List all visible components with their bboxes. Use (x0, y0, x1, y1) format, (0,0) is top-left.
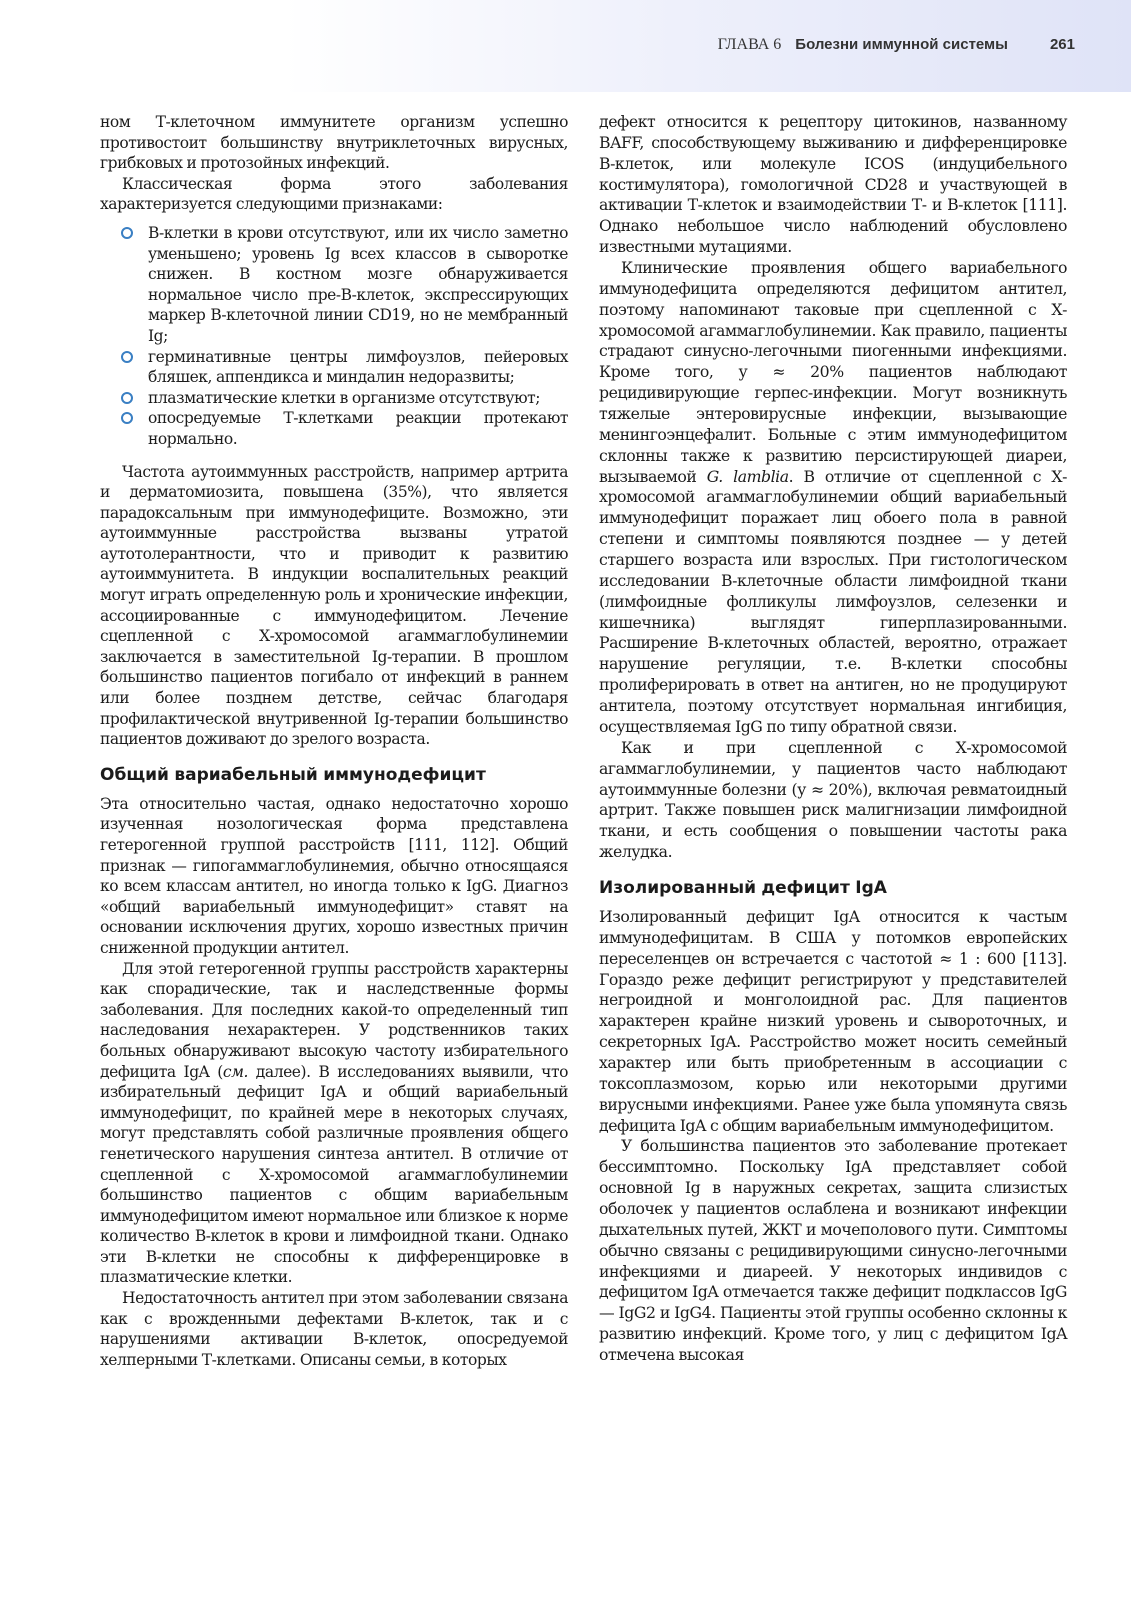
paragraph (599, 258, 1067, 738)
ring-bullet-icon (121, 351, 133, 363)
right-column (599, 112, 1067, 1366)
italic-run: см. (222, 1062, 248, 1081)
italic-run: G. lamblia (706, 466, 789, 486)
text-run: далее). В исследованиях выявили, что избирательный дефицит IgA и общий вариабельный иммунодефицит, по крайней мере в некоторых случаях, могут представлять собой различные проявления общего генетического нарушения синтеза антител. В отличие от сцепленной с Х-хромосомой агаммаглобулинемии большинство пациентов с общим вариабельным иммунодефицитом имеют нормальное или близкое к норме количество В-клеток в крови и лимфоидной ткани. Однако эти В-клетки не способны к дифференцировке в плазматические клетки. (100, 1062, 568, 1287)
list-item-text: плазматические клетки в организме отсутствуют; (148, 388, 541, 407)
ring-bullet-icon (121, 412, 133, 424)
paragraph: Изолированный дефицит IgA относится к частым иммунодефицитам. В США у потомков европейских переселенцев он встречается с частотой ≈ 1 : 600 [113]. Гораздо реже дефицит регистрируют у представителей негроидной и монголоидной рас. Для пациентов характерен крайне низкий уровень и сывороточных, и секреторных IgA. Расстройство может носить семейный характер или быть приобретенным в ассоциации с токсоплазмозом, корью или некоторыми другими вирусными инфекциями. Ранее уже была упомянута связь дефицита IgA с общим вариабельным иммунодефицитом. (599, 906, 1067, 1135)
paragraph: У большинства пациентов это заболевание протекает бессимптомно. Поскольку IgA представляет собой основной Ig в наружных секретах, защита слизистых оболочек у пациентов ослаблена и возникают инфекции дыхательных путей, ЖКТ и мочеполового пути. Симптомы обычно связаны с рецидивирующими синусно-легочными инфекциями и диареей. У некоторых индивидов с дефицитом IgA отмечается также дефицит подклассов IgG — IgG2 и IgG4. Пациенты этой группы особенно склонны к развитию инфекций. Кроме того, у лиц с дефицитом IgA отмечена высокая (599, 1136, 1067, 1364)
ring-bullet-icon (121, 227, 133, 239)
section-heading: Изолированный дефицит IgA (599, 877, 887, 898)
list-item-text: опосредуемые Т-клетками реакции протекают нормально. (148, 409, 568, 448)
paragraph (100, 959, 568, 1289)
paragraph: Частота аутоиммунных расстройств, например артрита и дерматомиозита, повышена (35%), что является парадоксальным при иммунодефиците. Возможно, эти аутоиммунные расстройства вызваны утратой аутотолерантности, что и приводит к развитию аутоиммунитета. В индукции воспалительных реакций могут играть определенную роль и хронические инфекции, ассоциированные с иммунодефицитом. Лечение сцепленной с Х-хромосомой агаммаглобулинемии заключается в заместительной Ig-терапии. В прошлом большинство пациентов погибало от инфекций в раннем или более позднем детстве, сейчас благодаря профилактической внутривенной Ig-терапии большинство пациентов доживают до зрелого возраста. (100, 462, 568, 749)
paragraph: Недостаточность антител при этом заболевании связана как с врожденными дефектами В-клеток, так и с нарушениями активации В-клеток, опосредуемой хелперными Т-клетками. Описаны семьи, в которых (100, 1289, 568, 1369)
list-item (148, 408, 568, 449)
list-item-text: герминативные центры лимфоузлов, пейеровых бляшек, аппендикса и миндалин недоразвиты; (148, 347, 568, 387)
list-item (148, 223, 568, 347)
page-number: 261 (1049, 36, 1075, 53)
paragraph: ном Т-клеточном иммунитете организм успешно противостоит большинству внутриклеточных вирусных, грибковых и протозойных инфекций. (100, 113, 568, 173)
chapter-title: Болезни иммунной системы (795, 36, 1008, 53)
text-run: . В отличие от сцепленной с Х-хромосомой агаммаглобулинемии общий вариабельный иммунодефицит поражает лиц обоего пола в равной степени и симптомы появляются позднее — у детей старшего возраста или взрослых. При гистологическом исследовании В-клеточные области лимфоидной ткани (лимфоидные фолликулы лимфоузлов, селезенки и кишечника) выглядят гиперплазированными. Расширение В-клеточных областей, вероятно, отражает нарушение регуляции, т.е. В-клетки способны пролиферировать в ответ на антиген, но не продуцируют антитела, поэтому отсутствует нормальная ингибиция, осуществляемая IgG по типу обратной связи. (599, 466, 1067, 736)
text-run: Клинические проявления общего вариабельного иммунодефицита определяются дефицитом антител, поэтому напоминают таковые при сцепленной с Х-хромосомой агаммаглобулинемии. Как правило, пациенты страдают синусно-легочными пиогенными инфекциями. Кроме того, у ≈ 20% пациентов наблюдают рецидивирующие герпес-инфекции. Могут возникнуть тяжелые энтеровирусные инфекции, вызывающие менингоэнцефалит. Больные с этим иммунодефицитом склонны также к развитию персистирующей диареи, вызываемой (599, 258, 1067, 486)
list-item (148, 388, 568, 409)
feature-list (100, 223, 568, 450)
list-item (148, 347, 568, 388)
paragraph: Классическая форма этого заболевания характеризуется следующими признаками: (100, 174, 568, 214)
chapter-label: ГЛАВА 6 (717, 36, 782, 53)
paragraph: Эта относительно частая, однако недостаточно хорошо изученная нозологическая форма представлена гетерогенной группой расстройств [111, 112]. Общий признак — гипогаммаглобулинемия, обычно относящаяся ко всем классам антител, но иногда только к IgG. Диагноз «общий вариабельный иммунодефицит» ставят на основании исключения других, хорошо известных причин сниженной продукции антител. (100, 794, 568, 957)
paragraph: Как и при сцепленной с Х-хромосомой агаммаглобулинемии, у пациентов часто наблюдают аутоиммунные болезни (у ≈ 20%), включая ревматоидный артрит. Также повышен риск малигнизации лимфоидной ткани, и есть сообщения о повышении частоты рака желудка. (599, 737, 1067, 862)
list-item-text: В-клетки в крови отсутствуют, или их число заметно уменьшено; уровень Ig всех классов в сыворотке снижен. В костном мозге обнаруживается нормальное число пре-В-клеток, экспрессирующих маркер В-клеточной линии CD19, но не мембранный Ig; (148, 223, 568, 345)
paragraph: дефект относится к рецептору цитокинов, названному BAFF, способствующему выживанию и дифференцировке В-клеток, или молекуле ICOS (индуцибельного костимулятора), гомологичной CD28 и участвующей в активации Т-клеток и взаимодействии Т- и В-клеток [111]. Однако небольшое число наблюдений обусловлено известными мутациями. (599, 112, 1067, 257)
running-header (718, 36, 1075, 54)
text-run: Для этой гетерогенной группы расстройств характерны как спорадические, так и наследственные формы заболевания. Для последних какой-то определенный тип наследования нехарактерен. У родственников таких больных обнаруживают высокую частоту избирательного дефицита IgA ( (100, 959, 568, 1081)
ring-bullet-icon (121, 392, 133, 404)
section-heading: Общий вариабельный иммунодефицит (100, 764, 486, 785)
left-column (100, 112, 568, 1370)
